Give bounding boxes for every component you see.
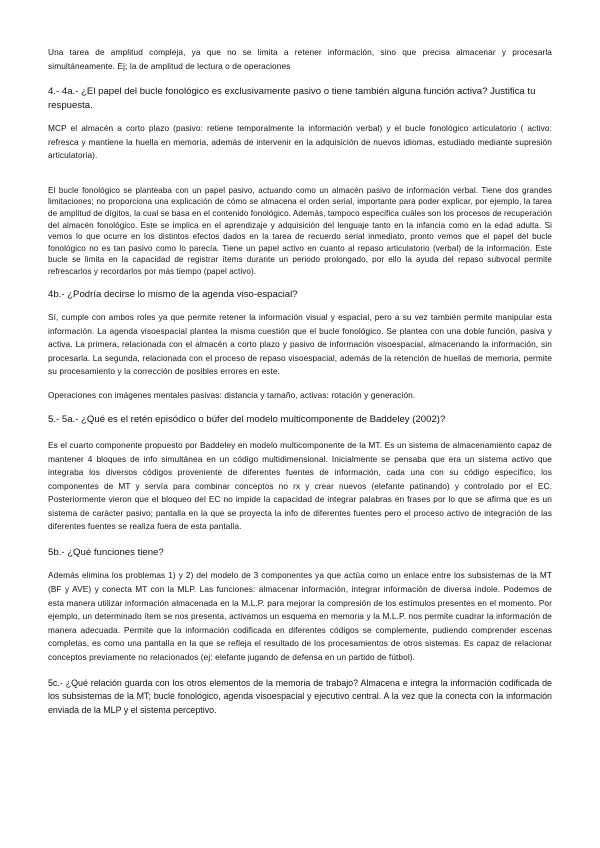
answer-4b-paragraph-1: Sí, cumple con ambos roles ya que permite retener la información visual y espacial, pero a su vez también permite manipular esta información. La agenda visoespacial plantea la misma cuestión que el bucle fonológico. Se plantea con una doble función, pasiva y activa. La primera, relacionada con el almacén a corto plazo y pasivo de información visoespacial, almacenando la información, sin procesarla. La segunda, relacionada con el proceso de repaso visoespacial, además de la retención de huellas de memoria, permite su procesamiento y la corrección de posibles errores en este. (48, 311, 552, 377)
document-page (48, 46, 552, 717)
answer-5b: Además elimina los problemas 1) y 2) del modelo de 3 componentes ya que actúa como un enlace entre los subsistemas de la MT (BF y AVE) y conecta MT con la MLP. Las funciones: almacenar información, integrar información de diversa índole. Podemos de esta manera utilizar información almacenada en la M.L.P. para mejorar la compresión de los estímulos presentes en el momento. Por ejemplo, un determinado ítem se nos presenta, activamos un esquema en memoria y la M.L.P. nos permite cuadrar la información de manera adecuada. Permite que la información codificada en diferentes códigos se complemente, pudiendo comprender escenas completas, es como una pantalla en la que se refleja el resultado de los procesamientos de otros sistemas. Es capaz de relacionar conceptos previamente no relacionados (ej: elefante jugando de defensa en un partido de fútbol). (48, 570, 552, 663)
answer-4b-paragraph-2: Operaciones con imágenes mentales pasivas: distancia y tamaño, activas: rotación y generación. (48, 389, 416, 400)
answer-4a-paragraph-1: MCP el almacén a corto plazo (pasivo: retiene temporalmente la información verbal) y el bucle fonológico articulatorio ( activo: refresca y mantiene la huella en memoria, además de intervenir en la adquisición de nuevos idiomas, estudiado mediante supresión articulatoria). (48, 123, 552, 161)
question-4a: 4.- 4a.- ¿El papel del bucle fonológico es exclusivamente pasivo o tiene también alguna función activa? Justifica tu respuesta. (48, 86, 536, 111)
intro-paragraph: Una tarea de amplitud compleja, ya que no se limita a retener información, sino que precisa almacenar y procesarla simultáneamente. Ej; la de amplitud de lectura o de operaciones (48, 47, 552, 71)
answer-5a: Es el cuarto componente propuesto por Baddeley en modelo multicomponente de la MT. Es un sistema de almacenamiento capaz de mantener 4 bloques de info simultánea en un código multidimensional. Inicialmente se pensaba que era un sistema activo que integraba los diversos códigos proveniente de diferentes fuentes de información, cada una con su código específico, los componentes de MT y servía para combinar conceptos no rx y crear nuevos (elefante patinando) y controlado por el EC. Posteriormente vieron que el bloqueo del EC no impide la capacidad de integrar palabras en frases por lo que se afirma que es un sistema de carácter pasivo; pantalla en la que se proyecta la info de diferentes fuentes pero el proceso activo de integración de las diferentes fuentes se realiza fuera de esta pantalla. (48, 439, 552, 532)
question-5c: 5c.- ¿Qué relación guarda con los otros elementos de la memoria de trabajo? Almacena e integra la información codificada de los subsistemas de la MT; bucle fonológico, agenda visoespacial y ejecutivo central. A la vez que la conecta con la información enviada de la MLP y el sistema perceptivo. (48, 677, 552, 715)
question-5b: 5b.- ¿Qué funciones tiene? (48, 547, 164, 559)
question-5a: 5.- 5a.- ¿Qué es el retén episódico o búfer del modelo multicomponente de Baddeley (2002)? (48, 413, 446, 425)
answer-4a-paragraph-2: El bucle fonológico se planteaba con un papel pasivo, actuando como un almacén pasivo de información verbal. Tiene dos grandes limitaciones; no proporciona una explicación de cómo se almacena el orden serial, importante para poder explicar, por ejemplo, la tarea de amplitud de dígitos, la cual se basa en el contenido fonológico. Además, tampoco especifica cuáles son los procesos de recuperación del almacén fonológico. Este se implica en el aprendizaje y adquisición del lenguaje tanto en la infancia como en la edad adulta. Si vemos lo que ocurre en los distintos efectos dados en la tarea de recuerdo serial inmediato, pronto vemos que el papel del bucle fonológico no es tan pasivo como lo parecía. Tiene un papel activo en cuanto al repaso articulatorio (verbal) de la información. Este bucle se limita en la capacidad de registrar ítems durante un periodo prolongado, por ello la ayuda del repaso subvocal permite refrescarlos y recordarlos por más tiempo (papel activo). (48, 185, 552, 276)
question-4b: 4b.- ¿Podría decirse lo mismo de la agenda viso-espacial? (48, 288, 298, 300)
